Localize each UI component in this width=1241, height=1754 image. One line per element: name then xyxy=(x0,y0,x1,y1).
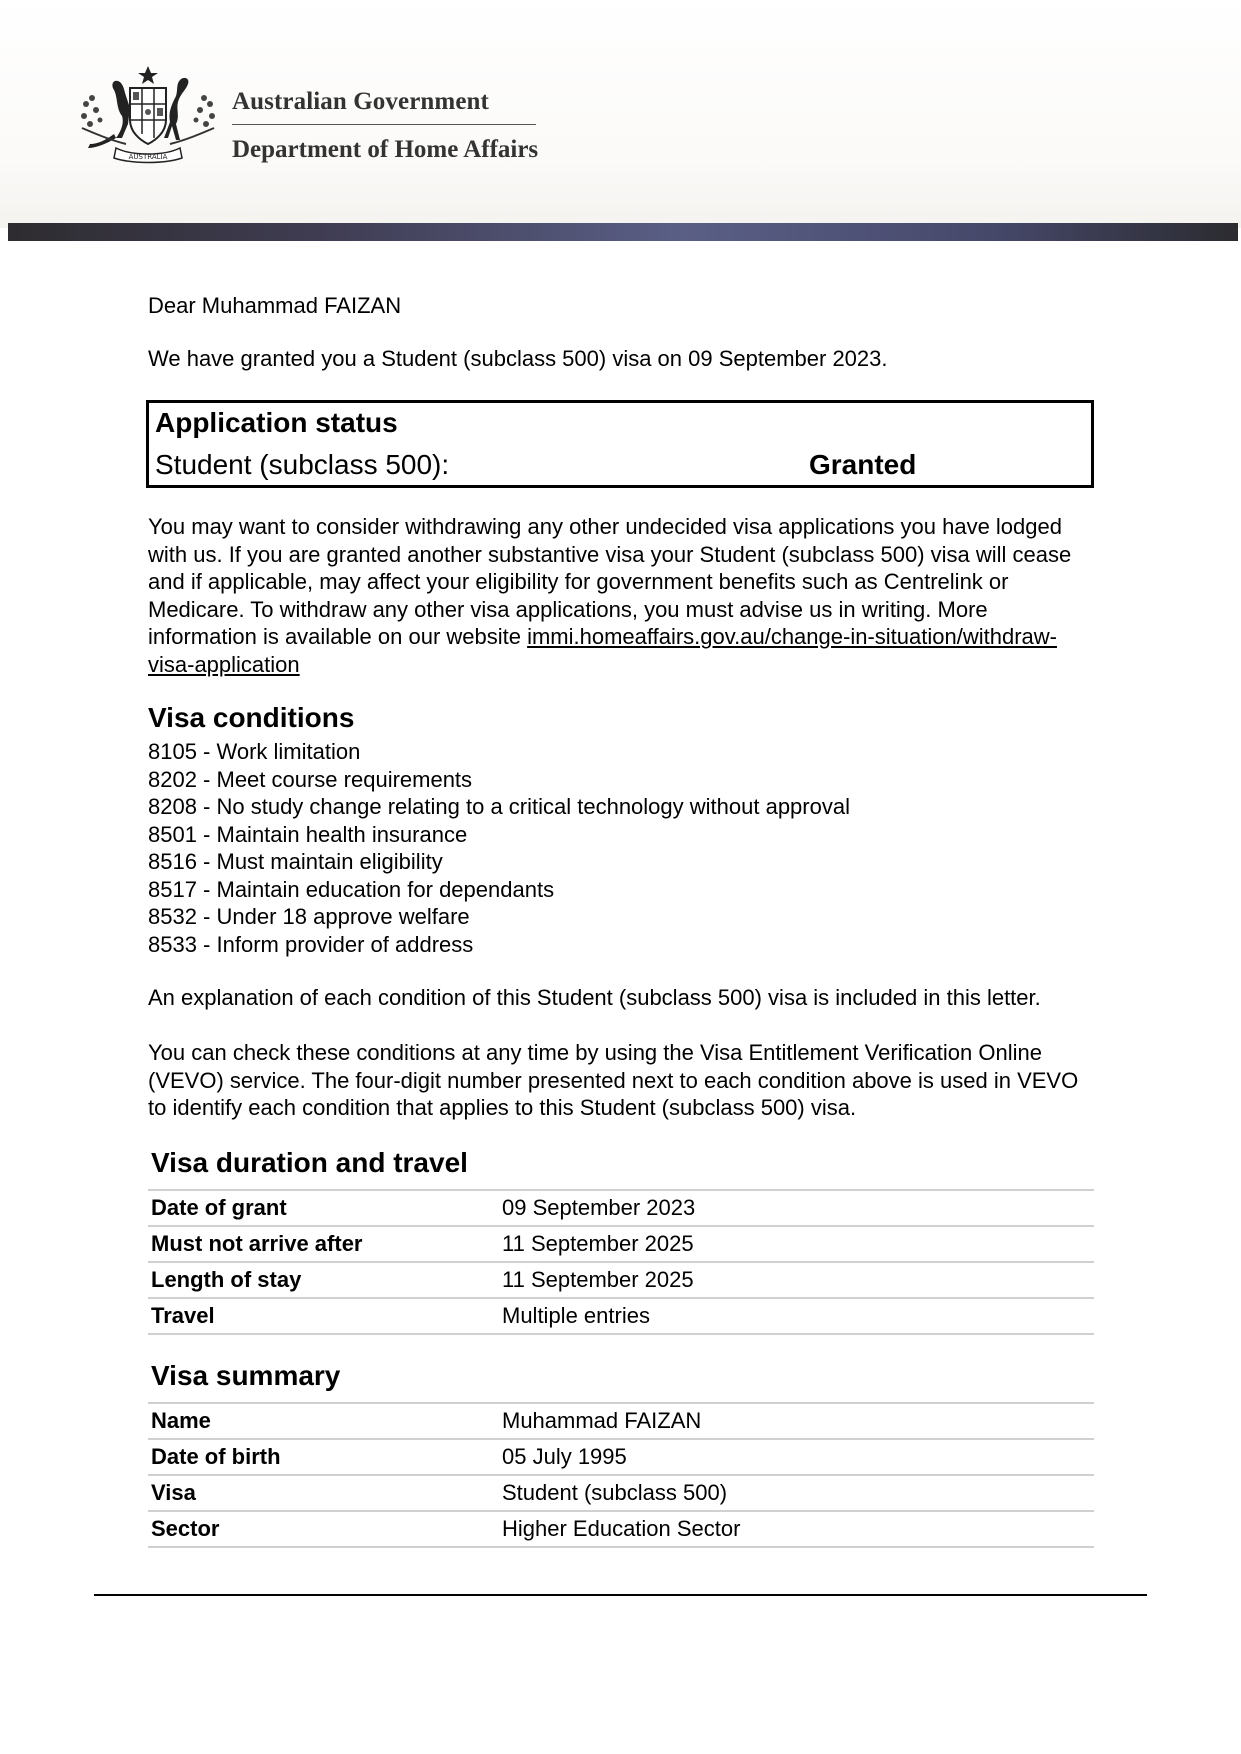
row-label: Sector xyxy=(148,1511,499,1547)
application-status-box xyxy=(146,400,1094,488)
table-row xyxy=(148,1226,1094,1262)
table-row xyxy=(148,1511,1094,1547)
visa-duration-table xyxy=(148,1189,1094,1335)
withdraw-paragraph-text: You may want to consider withdrawing any other undecided visa applications you have lodged with us. If you are granted another substantive visa your Student (subclass 500) visa will cease and if applicable, may affect your eligibility for government benefits such as Centrelink or Medicare. To withdraw any other visa applications, you must advise us in writing. More information is available on our website xyxy=(148,514,1072,649)
government-name: Australian Government xyxy=(232,88,489,115)
list-item: 8516 - Must maintain eligibility xyxy=(148,849,443,874)
table-row xyxy=(148,1190,1094,1226)
withdraw-paragraph xyxy=(148,513,1088,678)
visa-conditions-heading: Visa conditions xyxy=(148,702,355,733)
list-item: 8202 - Meet course requirements xyxy=(148,766,473,792)
row-value: Higher Education Sector xyxy=(499,1511,1094,1547)
visa-conditions-list xyxy=(148,738,850,958)
table-row xyxy=(148,1403,1094,1439)
row-label: Name xyxy=(148,1403,499,1439)
row-label: Must not arrive after xyxy=(148,1226,499,1262)
visa-summary-table xyxy=(148,1402,1094,1548)
application-status-title: Application status xyxy=(155,407,398,438)
row-value: 11 September 2025 xyxy=(499,1262,1094,1298)
row-value: Student (subclass 500) xyxy=(499,1475,1094,1511)
row-label: Travel xyxy=(148,1298,499,1334)
list-item: 8517 - Maintain education for dependants xyxy=(148,876,555,902)
department-name: Department of Home Affairs xyxy=(232,136,539,163)
list-item: 8532 - Under 18 approve welfare xyxy=(148,904,470,929)
footer-divider xyxy=(94,1594,1147,1596)
application-status-label: Student (subclass 500): xyxy=(155,449,450,480)
withdraw-info-link[interactable]: immi.homeaffairs.gov.au/change-in-situation/withdraw-visa-application xyxy=(148,624,1057,677)
list-item: 8533 - Inform provider of address xyxy=(148,931,474,957)
letterhead-divider xyxy=(232,124,536,125)
list-item: 8501 - Maintain health insurance xyxy=(148,821,468,847)
letterhead-bar xyxy=(8,223,1238,241)
row-label: Length of stay xyxy=(148,1262,499,1298)
vevo-paragraph: You can check these conditions at any time by using the Visa Entitlement Verification Online (VEVO) service. The four-digit number presented next to each condition above is used in VEVO to identify each condition that applies to this Student (subclass 500) visa. xyxy=(148,1040,1079,1120)
row-label: Date of birth xyxy=(148,1439,499,1475)
row-value: Multiple entries xyxy=(499,1298,1094,1334)
visa-summary-heading: Visa summary xyxy=(151,1360,341,1391)
application-status-value: Granted xyxy=(809,449,917,480)
table-row xyxy=(148,1262,1094,1298)
row-label: Visa xyxy=(148,1475,499,1511)
row-value: 05 July 1995 xyxy=(499,1439,1094,1475)
coat-of-arms-icon xyxy=(76,64,220,168)
table-row xyxy=(148,1298,1094,1334)
greeting: Dear Muhammad FAIZAN xyxy=(148,293,402,318)
row-label: Date of grant xyxy=(148,1190,499,1226)
grant-sentence: We have granted you a Student (subclass 500) visa on 09 September 2023. xyxy=(148,346,888,371)
row-value: Muhammad FAIZAN xyxy=(499,1403,1094,1439)
list-item: 8208 - No study change relating to a critical technology without approval xyxy=(148,794,850,819)
visa-duration-heading: Visa duration and travel xyxy=(151,1147,468,1178)
list-item: 8105 - Work limitation xyxy=(148,739,361,764)
conditions-explanation: An explanation of each condition of this Student (subclass 500) visa is included in this letter. xyxy=(148,985,1041,1010)
row-value: 11 September 2025 xyxy=(499,1226,1094,1262)
svg-text:AUSTRALIA: AUSTRALIA xyxy=(128,153,168,161)
table-row xyxy=(148,1475,1094,1511)
table-row xyxy=(148,1439,1094,1475)
row-value: 09 September 2023 xyxy=(499,1190,1094,1226)
